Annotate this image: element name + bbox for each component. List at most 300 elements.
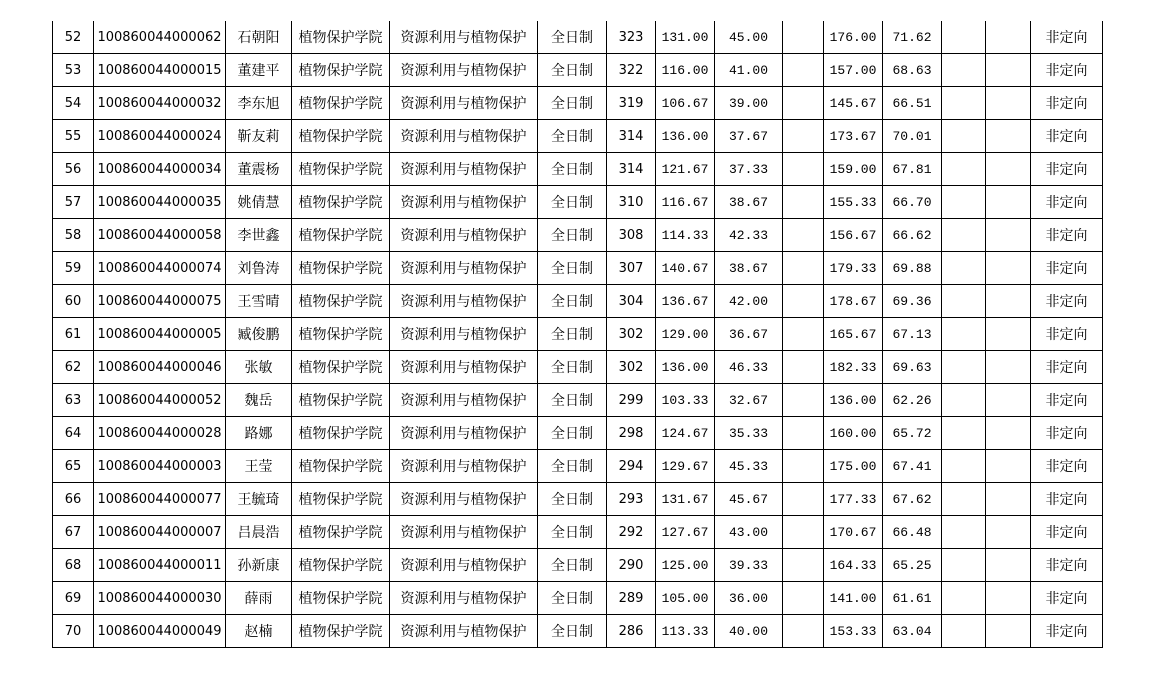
orientation-cell: 非定向 xyxy=(1031,351,1103,384)
empty-cell xyxy=(942,384,986,417)
major-cell: 资源利用与植物保护 xyxy=(390,153,538,186)
composite-score-cell: 67.41 xyxy=(883,450,942,483)
orientation-cell: 非定向 xyxy=(1031,417,1103,450)
total-score-cell: 159.00 xyxy=(824,153,883,186)
composite-score-cell: 66.62 xyxy=(883,219,942,252)
initial-score-cell: 310 xyxy=(607,186,656,219)
total-score-cell: 175.00 xyxy=(824,450,883,483)
score-cell: 45.00 xyxy=(715,21,783,54)
score-cell: 121.67 xyxy=(656,153,715,186)
exam-id-cell: 100860044000058 xyxy=(94,219,226,252)
name-cell: 刘鲁涛 xyxy=(226,252,292,285)
score-cell: 35.33 xyxy=(715,417,783,450)
name-cell: 魏岳 xyxy=(226,384,292,417)
initial-score-cell: 286 xyxy=(607,615,656,648)
table-row xyxy=(53,351,1103,384)
major-cell: 资源利用与植物保护 xyxy=(390,417,538,450)
score-cell: 42.00 xyxy=(715,285,783,318)
orientation-cell: 非定向 xyxy=(1031,153,1103,186)
exam-id-cell: 100860044000046 xyxy=(94,351,226,384)
seq-cell: 57 xyxy=(53,186,94,219)
score-cell: 36.67 xyxy=(715,318,783,351)
composite-score-cell: 62.26 xyxy=(883,384,942,417)
table-row xyxy=(53,615,1103,648)
composite-score-cell: 65.72 xyxy=(883,417,942,450)
college-cell: 植物保护学院 xyxy=(292,252,390,285)
name-cell: 薛雨 xyxy=(226,582,292,615)
study-mode-cell: 全日制 xyxy=(538,120,607,153)
initial-score-cell: 294 xyxy=(607,450,656,483)
college-cell: 植物保护学院 xyxy=(292,582,390,615)
empty-cell xyxy=(986,54,1031,87)
total-score-cell: 153.33 xyxy=(824,615,883,648)
total-score-cell: 178.67 xyxy=(824,285,883,318)
initial-score-cell: 304 xyxy=(607,285,656,318)
score-cell: 124.67 xyxy=(656,417,715,450)
initial-score-cell: 319 xyxy=(607,87,656,120)
admissions-score-table xyxy=(52,21,1103,648)
score-cell: 32.67 xyxy=(715,384,783,417)
empty-cell xyxy=(986,87,1031,120)
empty-cell xyxy=(942,285,986,318)
orientation-cell: 非定向 xyxy=(1031,120,1103,153)
score-cell: 127.67 xyxy=(656,516,715,549)
table-row xyxy=(53,285,1103,318)
total-score-cell: 157.00 xyxy=(824,54,883,87)
orientation-cell: 非定向 xyxy=(1031,582,1103,615)
empty-cell xyxy=(783,483,824,516)
major-cell: 资源利用与植物保护 xyxy=(390,351,538,384)
empty-cell xyxy=(986,384,1031,417)
initial-score-cell: 290 xyxy=(607,549,656,582)
orientation-cell: 非定向 xyxy=(1031,87,1103,120)
table-row xyxy=(53,120,1103,153)
college-cell: 植物保护学院 xyxy=(292,615,390,648)
empty-cell xyxy=(942,120,986,153)
composite-score-cell: 67.62 xyxy=(883,483,942,516)
empty-cell xyxy=(942,516,986,549)
orientation-cell: 非定向 xyxy=(1031,186,1103,219)
table-row xyxy=(53,384,1103,417)
empty-cell xyxy=(783,450,824,483)
major-cell: 资源利用与植物保护 xyxy=(390,549,538,582)
name-cell: 姚倩慧 xyxy=(226,186,292,219)
initial-score-cell: 302 xyxy=(607,318,656,351)
initial-score-cell: 314 xyxy=(607,120,656,153)
score-cell: 136.00 xyxy=(656,351,715,384)
college-cell: 植物保护学院 xyxy=(292,87,390,120)
study-mode-cell: 全日制 xyxy=(538,450,607,483)
total-score-cell: 160.00 xyxy=(824,417,883,450)
college-cell: 植物保护学院 xyxy=(292,219,390,252)
empty-cell xyxy=(783,153,824,186)
exam-id-cell: 100860044000052 xyxy=(94,384,226,417)
initial-score-cell: 314 xyxy=(607,153,656,186)
study-mode-cell: 全日制 xyxy=(538,318,607,351)
college-cell: 植物保护学院 xyxy=(292,186,390,219)
major-cell: 资源利用与植物保护 xyxy=(390,285,538,318)
seq-cell: 59 xyxy=(53,252,94,285)
empty-cell xyxy=(783,120,824,153)
score-cell: 45.33 xyxy=(715,450,783,483)
orientation-cell: 非定向 xyxy=(1031,384,1103,417)
empty-cell xyxy=(986,285,1031,318)
college-cell: 植物保护学院 xyxy=(292,351,390,384)
initial-score-cell: 307 xyxy=(607,252,656,285)
exam-id-cell: 100860044000034 xyxy=(94,153,226,186)
seq-cell: 54 xyxy=(53,87,94,120)
composite-score-cell: 66.51 xyxy=(883,87,942,120)
seq-cell: 55 xyxy=(53,120,94,153)
composite-score-cell: 65.25 xyxy=(883,549,942,582)
major-cell: 资源利用与植物保护 xyxy=(390,120,538,153)
empty-cell xyxy=(783,549,824,582)
score-cell: 39.00 xyxy=(715,87,783,120)
empty-cell xyxy=(986,219,1031,252)
college-cell: 植物保护学院 xyxy=(292,318,390,351)
score-cell: 45.67 xyxy=(715,483,783,516)
study-mode-cell: 全日制 xyxy=(538,54,607,87)
study-mode-cell: 全日制 xyxy=(538,87,607,120)
table-row xyxy=(53,21,1103,54)
table-row xyxy=(53,516,1103,549)
college-cell: 植物保护学院 xyxy=(292,483,390,516)
composite-score-cell: 69.63 xyxy=(883,351,942,384)
table-row xyxy=(53,186,1103,219)
college-cell: 植物保护学院 xyxy=(292,450,390,483)
total-score-cell: 141.00 xyxy=(824,582,883,615)
seq-cell: 70 xyxy=(53,615,94,648)
major-cell: 资源利用与植物保护 xyxy=(390,252,538,285)
orientation-cell: 非定向 xyxy=(1031,615,1103,648)
empty-cell xyxy=(942,318,986,351)
seq-cell: 63 xyxy=(53,384,94,417)
orientation-cell: 非定向 xyxy=(1031,549,1103,582)
major-cell: 资源利用与植物保护 xyxy=(390,219,538,252)
exam-id-cell: 100860044000011 xyxy=(94,549,226,582)
total-score-cell: 155.33 xyxy=(824,186,883,219)
empty-cell xyxy=(783,351,824,384)
composite-score-cell: 71.62 xyxy=(883,21,942,54)
composite-score-cell: 63.04 xyxy=(883,615,942,648)
college-cell: 植物保护学院 xyxy=(292,285,390,318)
total-score-cell: 164.33 xyxy=(824,549,883,582)
study-mode-cell: 全日制 xyxy=(538,252,607,285)
empty-cell xyxy=(986,318,1031,351)
college-cell: 植物保护学院 xyxy=(292,21,390,54)
seq-cell: 69 xyxy=(53,582,94,615)
major-cell: 资源利用与植物保护 xyxy=(390,384,538,417)
exam-id-cell: 100860044000032 xyxy=(94,87,226,120)
seq-cell: 58 xyxy=(53,219,94,252)
exam-id-cell: 100860044000024 xyxy=(94,120,226,153)
score-cell: 136.00 xyxy=(656,120,715,153)
name-cell: 王莹 xyxy=(226,450,292,483)
empty-cell xyxy=(942,615,986,648)
empty-cell xyxy=(942,582,986,615)
total-score-cell: 176.00 xyxy=(824,21,883,54)
score-cell: 38.67 xyxy=(715,252,783,285)
exam-id-cell: 100860044000074 xyxy=(94,252,226,285)
total-score-cell: 173.67 xyxy=(824,120,883,153)
empty-cell xyxy=(986,252,1031,285)
exam-id-cell: 100860044000005 xyxy=(94,318,226,351)
major-cell: 资源利用与植物保护 xyxy=(390,450,538,483)
empty-cell xyxy=(942,153,986,186)
score-cell: 116.67 xyxy=(656,186,715,219)
orientation-cell: 非定向 xyxy=(1031,285,1103,318)
college-cell: 植物保护学院 xyxy=(292,549,390,582)
score-cell: 114.33 xyxy=(656,219,715,252)
score-cell: 129.67 xyxy=(656,450,715,483)
empty-cell xyxy=(783,54,824,87)
study-mode-cell: 全日制 xyxy=(538,21,607,54)
seq-cell: 56 xyxy=(53,153,94,186)
empty-cell xyxy=(942,417,986,450)
name-cell: 靳友莉 xyxy=(226,120,292,153)
table-row xyxy=(53,450,1103,483)
exam-id-cell: 100860044000015 xyxy=(94,54,226,87)
empty-cell xyxy=(942,252,986,285)
table-body xyxy=(53,21,1103,648)
score-cell: 105.00 xyxy=(656,582,715,615)
table-row xyxy=(53,582,1103,615)
score-cell: 37.33 xyxy=(715,153,783,186)
name-cell: 王雪晴 xyxy=(226,285,292,318)
score-cell: 42.33 xyxy=(715,219,783,252)
college-cell: 植物保护学院 xyxy=(292,54,390,87)
composite-score-cell: 69.88 xyxy=(883,252,942,285)
initial-score-cell: 308 xyxy=(607,219,656,252)
composite-score-cell: 61.61 xyxy=(883,582,942,615)
study-mode-cell: 全日制 xyxy=(538,549,607,582)
major-cell: 资源利用与植物保护 xyxy=(390,21,538,54)
college-cell: 植物保护学院 xyxy=(292,516,390,549)
orientation-cell: 非定向 xyxy=(1031,450,1103,483)
name-cell: 张敏 xyxy=(226,351,292,384)
total-score-cell: 165.67 xyxy=(824,318,883,351)
study-mode-cell: 全日制 xyxy=(538,516,607,549)
initial-score-cell: 323 xyxy=(607,21,656,54)
empty-cell xyxy=(942,549,986,582)
score-cell: 38.67 xyxy=(715,186,783,219)
initial-score-cell: 299 xyxy=(607,384,656,417)
table-row xyxy=(53,318,1103,351)
major-cell: 资源利用与植物保护 xyxy=(390,516,538,549)
composite-score-cell: 67.13 xyxy=(883,318,942,351)
table-row xyxy=(53,219,1103,252)
score-cell: 113.33 xyxy=(656,615,715,648)
seq-cell: 67 xyxy=(53,516,94,549)
seq-cell: 65 xyxy=(53,450,94,483)
empty-cell xyxy=(783,615,824,648)
score-cell: 41.00 xyxy=(715,54,783,87)
orientation-cell: 非定向 xyxy=(1031,54,1103,87)
initial-score-cell: 302 xyxy=(607,351,656,384)
name-cell: 臧俊鹏 xyxy=(226,318,292,351)
exam-id-cell: 100860044000003 xyxy=(94,450,226,483)
table-row xyxy=(53,549,1103,582)
study-mode-cell: 全日制 xyxy=(538,153,607,186)
empty-cell xyxy=(986,615,1031,648)
empty-cell xyxy=(942,186,986,219)
empty-cell xyxy=(986,21,1031,54)
empty-cell xyxy=(986,417,1031,450)
major-cell: 资源利用与植物保护 xyxy=(390,87,538,120)
empty-cell xyxy=(942,87,986,120)
score-cell: 131.67 xyxy=(656,483,715,516)
empty-cell xyxy=(942,483,986,516)
orientation-cell: 非定向 xyxy=(1031,483,1103,516)
total-score-cell: 156.67 xyxy=(824,219,883,252)
empty-cell xyxy=(942,351,986,384)
total-score-cell: 145.67 xyxy=(824,87,883,120)
total-score-cell: 170.67 xyxy=(824,516,883,549)
empty-cell xyxy=(942,450,986,483)
exam-id-cell: 100860044000062 xyxy=(94,21,226,54)
seq-cell: 68 xyxy=(53,549,94,582)
study-mode-cell: 全日制 xyxy=(538,186,607,219)
empty-cell xyxy=(986,516,1031,549)
name-cell: 孙新康 xyxy=(226,549,292,582)
name-cell: 吕晨浩 xyxy=(226,516,292,549)
study-mode-cell: 全日制 xyxy=(538,219,607,252)
total-score-cell: 177.33 xyxy=(824,483,883,516)
name-cell: 赵楠 xyxy=(226,615,292,648)
major-cell: 资源利用与植物保护 xyxy=(390,186,538,219)
college-cell: 植物保护学院 xyxy=(292,384,390,417)
score-cell: 116.00 xyxy=(656,54,715,87)
empty-cell xyxy=(986,186,1031,219)
score-cell: 129.00 xyxy=(656,318,715,351)
empty-cell xyxy=(942,21,986,54)
initial-score-cell: 322 xyxy=(607,54,656,87)
score-cell: 37.67 xyxy=(715,120,783,153)
composite-score-cell: 66.48 xyxy=(883,516,942,549)
name-cell: 董建平 xyxy=(226,54,292,87)
empty-cell xyxy=(783,417,824,450)
empty-cell xyxy=(942,54,986,87)
composite-score-cell: 68.63 xyxy=(883,54,942,87)
score-cell: 103.33 xyxy=(656,384,715,417)
seq-cell: 64 xyxy=(53,417,94,450)
table-row xyxy=(53,417,1103,450)
empty-cell xyxy=(986,450,1031,483)
score-cell: 39.33 xyxy=(715,549,783,582)
empty-cell xyxy=(986,153,1031,186)
exam-id-cell: 100860044000077 xyxy=(94,483,226,516)
study-mode-cell: 全日制 xyxy=(538,384,607,417)
score-cell: 43.00 xyxy=(715,516,783,549)
name-cell: 董震杨 xyxy=(226,153,292,186)
exam-id-cell: 100860044000049 xyxy=(94,615,226,648)
empty-cell xyxy=(986,120,1031,153)
exam-id-cell: 100860044000030 xyxy=(94,582,226,615)
score-cell: 106.67 xyxy=(656,87,715,120)
empty-cell xyxy=(783,219,824,252)
table-row xyxy=(53,153,1103,186)
orientation-cell: 非定向 xyxy=(1031,219,1103,252)
college-cell: 植物保护学院 xyxy=(292,417,390,450)
seq-cell: 62 xyxy=(53,351,94,384)
study-mode-cell: 全日制 xyxy=(538,351,607,384)
major-cell: 资源利用与植物保护 xyxy=(390,54,538,87)
orientation-cell: 非定向 xyxy=(1031,21,1103,54)
empty-cell xyxy=(783,252,824,285)
table-row xyxy=(53,54,1103,87)
score-cell: 140.67 xyxy=(656,252,715,285)
seq-cell: 66 xyxy=(53,483,94,516)
major-cell: 资源利用与植物保护 xyxy=(390,318,538,351)
empty-cell xyxy=(783,582,824,615)
score-cell: 36.00 xyxy=(715,582,783,615)
major-cell: 资源利用与植物保护 xyxy=(390,582,538,615)
orientation-cell: 非定向 xyxy=(1031,318,1103,351)
empty-cell xyxy=(783,285,824,318)
empty-cell xyxy=(783,186,824,219)
name-cell: 路娜 xyxy=(226,417,292,450)
exam-id-cell: 100860044000075 xyxy=(94,285,226,318)
major-cell: 资源利用与植物保护 xyxy=(390,483,538,516)
seq-cell: 53 xyxy=(53,54,94,87)
study-mode-cell: 全日制 xyxy=(538,582,607,615)
empty-cell xyxy=(986,582,1031,615)
empty-cell xyxy=(783,516,824,549)
orientation-cell: 非定向 xyxy=(1031,252,1103,285)
initial-score-cell: 298 xyxy=(607,417,656,450)
empty-cell xyxy=(783,318,824,351)
study-mode-cell: 全日制 xyxy=(538,417,607,450)
total-score-cell: 136.00 xyxy=(824,384,883,417)
table-row xyxy=(53,252,1103,285)
major-cell: 资源利用与植物保护 xyxy=(390,615,538,648)
empty-cell xyxy=(942,219,986,252)
table-row xyxy=(53,87,1103,120)
empty-cell xyxy=(986,549,1031,582)
study-mode-cell: 全日制 xyxy=(538,483,607,516)
name-cell: 王毓琦 xyxy=(226,483,292,516)
name-cell: 石朝阳 xyxy=(226,21,292,54)
empty-cell xyxy=(783,87,824,120)
composite-score-cell: 67.81 xyxy=(883,153,942,186)
study-mode-cell: 全日制 xyxy=(538,615,607,648)
composite-score-cell: 69.36 xyxy=(883,285,942,318)
total-score-cell: 182.33 xyxy=(824,351,883,384)
seq-cell: 60 xyxy=(53,285,94,318)
college-cell: 植物保护学院 xyxy=(292,153,390,186)
exam-id-cell: 100860044000035 xyxy=(94,186,226,219)
exam-id-cell: 100860044000028 xyxy=(94,417,226,450)
score-cell: 46.33 xyxy=(715,351,783,384)
orientation-cell: 非定向 xyxy=(1031,516,1103,549)
empty-cell xyxy=(986,483,1031,516)
initial-score-cell: 292 xyxy=(607,516,656,549)
score-cell: 40.00 xyxy=(715,615,783,648)
seq-cell: 52 xyxy=(53,21,94,54)
study-mode-cell: 全日制 xyxy=(538,285,607,318)
initial-score-cell: 289 xyxy=(607,582,656,615)
total-score-cell: 179.33 xyxy=(824,252,883,285)
empty-cell xyxy=(986,351,1031,384)
composite-score-cell: 66.70 xyxy=(883,186,942,219)
table-row xyxy=(53,483,1103,516)
empty-cell xyxy=(783,384,824,417)
initial-score-cell: 293 xyxy=(607,483,656,516)
empty-cell xyxy=(783,21,824,54)
name-cell: 李东旭 xyxy=(226,87,292,120)
composite-score-cell: 70.01 xyxy=(883,120,942,153)
name-cell: 李世鑫 xyxy=(226,219,292,252)
